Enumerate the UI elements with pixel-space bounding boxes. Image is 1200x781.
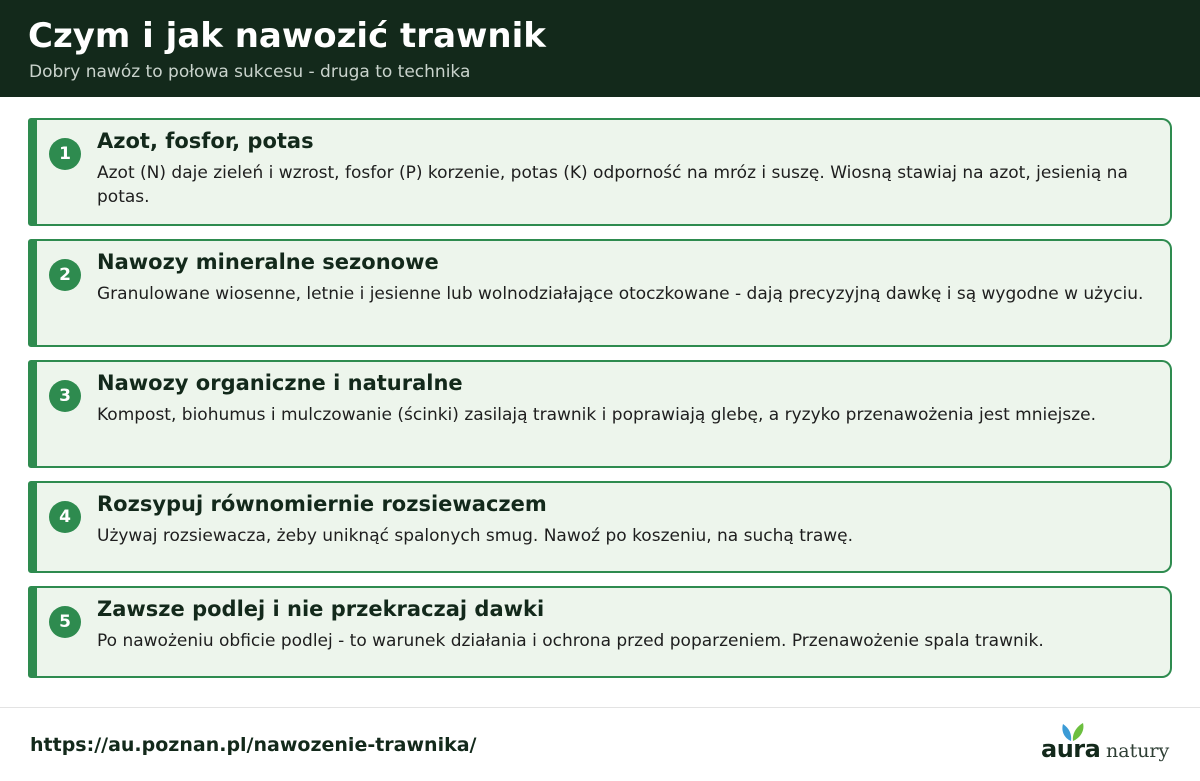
tip-card-2	[28, 239, 1172, 347]
aura-natury-logo	[1040, 722, 1174, 766]
footer-divider	[0, 707, 1200, 708]
logo-wordmark: aura	[1041, 735, 1101, 763]
number-badge: 3	[49, 380, 81, 412]
page-title: Czym i jak nawozić trawnik	[28, 16, 546, 56]
tip-title: Nawozy organiczne i naturalne	[97, 371, 463, 395]
tip-text: Po nawożeniu obficie podlej - to warunek działania i ochrona przed poparzeniem. Przenawożenie spala trawnik.	[97, 631, 1044, 651]
tip-card-1	[28, 118, 1172, 226]
source-url-link[interactable]: https://au.poznan.pl/nawozenie-trawnika/	[30, 734, 477, 756]
header-banner	[0, 0, 1200, 97]
tip-text: Granulowane wiosenne, letnie i jesienne lub wolnodziałające otoczkowane - dają precyzyjną dawkę i są wygodne w użyciu.	[97, 284, 1144, 304]
number-badge: 5	[49, 606, 81, 638]
tip-card-5	[28, 586, 1172, 678]
tip-text: Kompost, biohumus i mulczowanie (ścinki) zasilają trawnik i poprawiają glebę, a ryzyko przenawożenia jest mniejsze.	[97, 405, 1097, 425]
number-badge: 2	[49, 259, 81, 291]
tip-title: Nawozy mineralne sezonowe	[97, 250, 439, 274]
number-badge: 1	[49, 138, 81, 170]
tip-card-3	[28, 360, 1172, 468]
tip-text: Azot (N) daje zieleń i wzrost, fosfor (P) korzenie, potas (K) odporność na mróz i suszę. Wiosną stawiaj na azot, jesienią na potas.	[97, 163, 1128, 207]
tip-text: Używaj rozsiewacza, żeby uniknąć spalonych smug. Nawoź po koszeniu, na suchą trawę.	[97, 526, 854, 546]
tip-card-4	[28, 481, 1172, 573]
logo-subword: natury	[1106, 740, 1170, 762]
tip-title: Rozsypuj równomiernie rozsiewaczem	[97, 492, 547, 516]
tip-title: Azot, fosfor, potas	[97, 129, 314, 153]
page-subtitle: Dobry nawóz to połowa sukcesu - druga to technika	[29, 62, 471, 82]
number-badge: 4	[49, 501, 81, 533]
tip-title: Zawsze podlej i nie przekraczaj dawki	[97, 597, 545, 621]
